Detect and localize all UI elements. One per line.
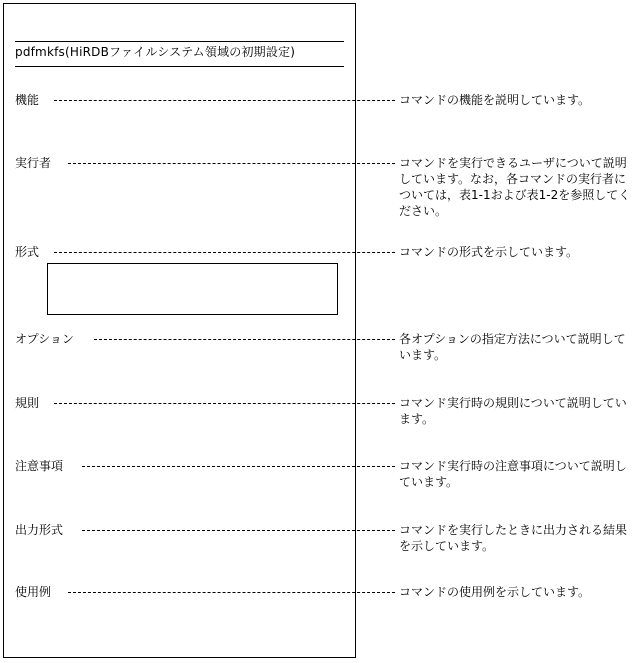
leader-line-rules bbox=[54, 403, 395, 404]
label-options: オプション bbox=[15, 331, 80, 347]
label-format: 形式 bbox=[15, 244, 45, 260]
desc-format: コマンドの形式を示しています。 bbox=[399, 245, 579, 259]
desc-example: コマンドの使用例を示しています。 bbox=[399, 585, 591, 599]
leader-line-example bbox=[68, 592, 395, 593]
desc-rules: コマンド実行時の規則について説明しています。 bbox=[399, 396, 627, 426]
command-title: pdfmkfs(HiRDBファイルシステム領域の初期設定) bbox=[15, 45, 296, 59]
leader-line-options bbox=[94, 339, 395, 340]
label-rules: 規則 bbox=[15, 395, 45, 411]
desc-output-format: コマンドを実行したときに出力される結果を示しています。 bbox=[399, 523, 628, 553]
format-box bbox=[47, 263, 338, 315]
title-bottom-rule bbox=[15, 66, 344, 67]
desc-notes: コマンド実行時の注意事項について説明しています。 bbox=[399, 459, 627, 489]
leader-line-output-format bbox=[82, 530, 395, 531]
leader-line-function bbox=[54, 100, 395, 101]
desc-function: コマンドの機能を説明しています。 bbox=[399, 93, 591, 107]
label-executor: 実行者 bbox=[15, 155, 57, 171]
label-function: 機能 bbox=[15, 92, 45, 108]
desc-options: 各オプションの指定方法について説明しています。 bbox=[399, 332, 626, 362]
label-output-format: 出力形式 bbox=[15, 522, 69, 538]
leader-line-notes bbox=[82, 466, 395, 467]
leader-line-format bbox=[54, 252, 395, 253]
leader-line-executor bbox=[68, 163, 395, 164]
label-example: 使用例 bbox=[15, 584, 57, 600]
desc-executor: コマンドを実行できるユーザについて説明しています。なお，各コマンドの実行者については，表1-1および表1-2を参照してください。 bbox=[399, 156, 631, 218]
title-top-rule bbox=[15, 41, 344, 42]
label-notes: 注意事項 bbox=[15, 458, 69, 474]
